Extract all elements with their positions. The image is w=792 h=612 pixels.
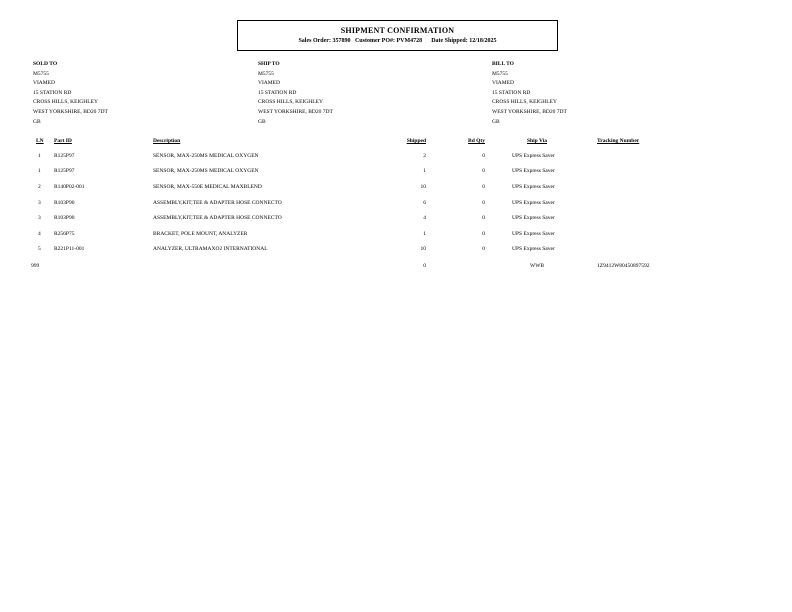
cell-ship-via: UPS Express Saver — [512, 215, 555, 221]
cell-bo-qty: 0 — [482, 184, 485, 190]
cell-ship-via: UPS Express Saver — [512, 184, 555, 190]
date-shipped-value: 12/18/2025 — [469, 38, 497, 44]
table-row — [0, 200, 792, 210]
header-bo-qty: Bd Qty — [468, 138, 485, 144]
footer-ship-via: WWB — [530, 263, 545, 269]
cell-bo-qty: 0 — [482, 231, 485, 237]
cell-ln: 4 — [38, 231, 41, 237]
customer-po-label: Customer PO#: — [354, 38, 396, 44]
cell-bo-qty: 0 — [482, 153, 485, 159]
sold-to-line: VIAMED — [33, 80, 55, 87]
date-shipped-label: Date Shipped: — [431, 38, 468, 44]
bill-to-line: M5755 — [492, 70, 508, 77]
cell-description: BRACKET, POLE MOUNT, ANALYZER — [153, 231, 248, 237]
cell-description: ASSEMBLY,KIT,TEE & ADAPTER HOSE CONNECTO — [153, 200, 282, 206]
cell-part-id: R221P11-001 — [54, 246, 85, 252]
cell-shipped: 2 — [423, 153, 426, 159]
cell-shipped: 10 — [420, 184, 426, 190]
table-header — [0, 138, 792, 148]
cell-shipped: 6 — [423, 200, 426, 206]
sold-to-label: SOLD TO — [33, 61, 58, 67]
ship-to-block — [258, 60, 333, 127]
page-title: SHIPMENT CONFIRMATION — [340, 26, 455, 35]
header-ln: LN — [36, 138, 44, 144]
sold-to-line: GB — [33, 118, 41, 125]
cell-ln: 1 — [38, 168, 41, 174]
header-part-id: Part ID — [54, 138, 72, 144]
header-ship-via: Ship Via — [527, 138, 548, 144]
sold-to-line: CROSS HILLS, KEIGHLEY — [33, 99, 98, 106]
cell-shipped: 1 — [423, 231, 426, 237]
sold-to-line: WEST YORKSHIRE, BD20 7DT — [33, 108, 108, 115]
cell-shipped: 10 — [420, 246, 426, 252]
bill-to-label: BILL TO — [492, 61, 514, 67]
bill-to-line: VIAMED — [492, 80, 514, 87]
ship-to-line: 15 STATION RD — [258, 89, 297, 96]
sales-order-value: 357890 — [332, 38, 351, 44]
table-row — [0, 184, 792, 194]
footer-tracking-number: 1Z9412W80450897592 — [597, 263, 650, 269]
cell-shipped: 4 — [423, 215, 426, 221]
sales-order-label: Sales Order: — [298, 38, 331, 44]
cell-description: SENSOR, MAX-250MS MEDICAL OXYGEN — [153, 168, 259, 174]
customer-po-value: PVM4728 — [396, 38, 423, 44]
cell-bo-qty: 0 — [482, 168, 485, 174]
bill-to-block — [492, 60, 567, 127]
bill-to-line: 15 STATION RD — [492, 89, 531, 96]
cell-description: SENSOR, MAX-250MS MEDICAL OXYGEN — [153, 153, 259, 159]
sold-to-block — [33, 60, 108, 127]
footer-shipped: 0 — [423, 263, 426, 269]
table-row — [0, 246, 792, 256]
cell-part-id: R256P75 — [54, 231, 75, 237]
cell-ln: 2 — [38, 184, 41, 190]
cell-part-id: R103P90 — [54, 200, 75, 206]
cell-ln: 5 — [38, 246, 41, 252]
ship-to-line: M5755 — [258, 70, 274, 77]
ship-to-label: SHIP TO — [258, 61, 280, 67]
cell-shipped: 1 — [423, 168, 426, 174]
header-tracking: Tracking Number — [597, 138, 640, 144]
bill-to-line: CROSS HILLS, KEIGHLEY — [492, 99, 557, 106]
cell-part-id: R125P97 — [54, 153, 75, 159]
bill-to-line: GB — [492, 118, 500, 125]
sold-to-line: M5755 — [33, 70, 49, 77]
cell-part-id: R103P90 — [54, 215, 75, 221]
ship-to-line: GB — [258, 118, 266, 125]
bill-to-line: WEST YORKSHIRE, BD20 7DT — [492, 108, 567, 115]
sold-to-line: 15 STATION RD — [33, 89, 72, 96]
table-row — [0, 153, 792, 163]
title-box — [237, 20, 558, 51]
cell-ship-via: UPS Express Saver — [512, 200, 555, 206]
cell-ln: 3 — [38, 215, 41, 221]
cell-bo-qty: 0 — [482, 215, 485, 221]
cell-description: SENSOR, MAX-550E MEDICAL MAXBLEND — [153, 184, 262, 190]
table-footer-row — [0, 263, 792, 273]
cell-ln: 3 — [38, 200, 41, 206]
order-summary — [238, 38, 557, 44]
table-row — [0, 215, 792, 225]
footer-left-code: 999 — [31, 263, 40, 269]
cell-part-id: R125P97 — [54, 168, 75, 174]
table-row — [0, 231, 792, 241]
header-description: Description — [153, 138, 181, 144]
cell-bo-qty: 0 — [482, 200, 485, 206]
cell-ship-via: UPS Express Saver — [512, 153, 555, 159]
cell-ship-via: UPS Express Saver — [512, 231, 555, 237]
cell-part-id: R140P02-001 — [54, 184, 85, 190]
cell-description: ASSEMBLY,KIT,TEE & ADAPTER HOSE CONNECTO — [153, 215, 282, 221]
cell-bo-qty: 0 — [482, 246, 485, 252]
table-row — [0, 168, 792, 178]
ship-to-line: CROSS HILLS, KEIGHLEY — [258, 99, 323, 106]
cell-ln: 1 — [38, 153, 41, 159]
ship-to-line: VIAMED — [258, 80, 280, 87]
cell-ship-via: UPS Express Saver — [512, 246, 555, 252]
header-shipped: Shipped — [406, 138, 426, 144]
cell-ship-via: UPS Express Saver — [512, 168, 555, 174]
ship-to-line: WEST YORKSHIRE, BD20 7DT — [258, 108, 333, 115]
cell-description: ANALYZER, ULTRAMAXO2 INTERNATIONAL — [153, 246, 268, 252]
